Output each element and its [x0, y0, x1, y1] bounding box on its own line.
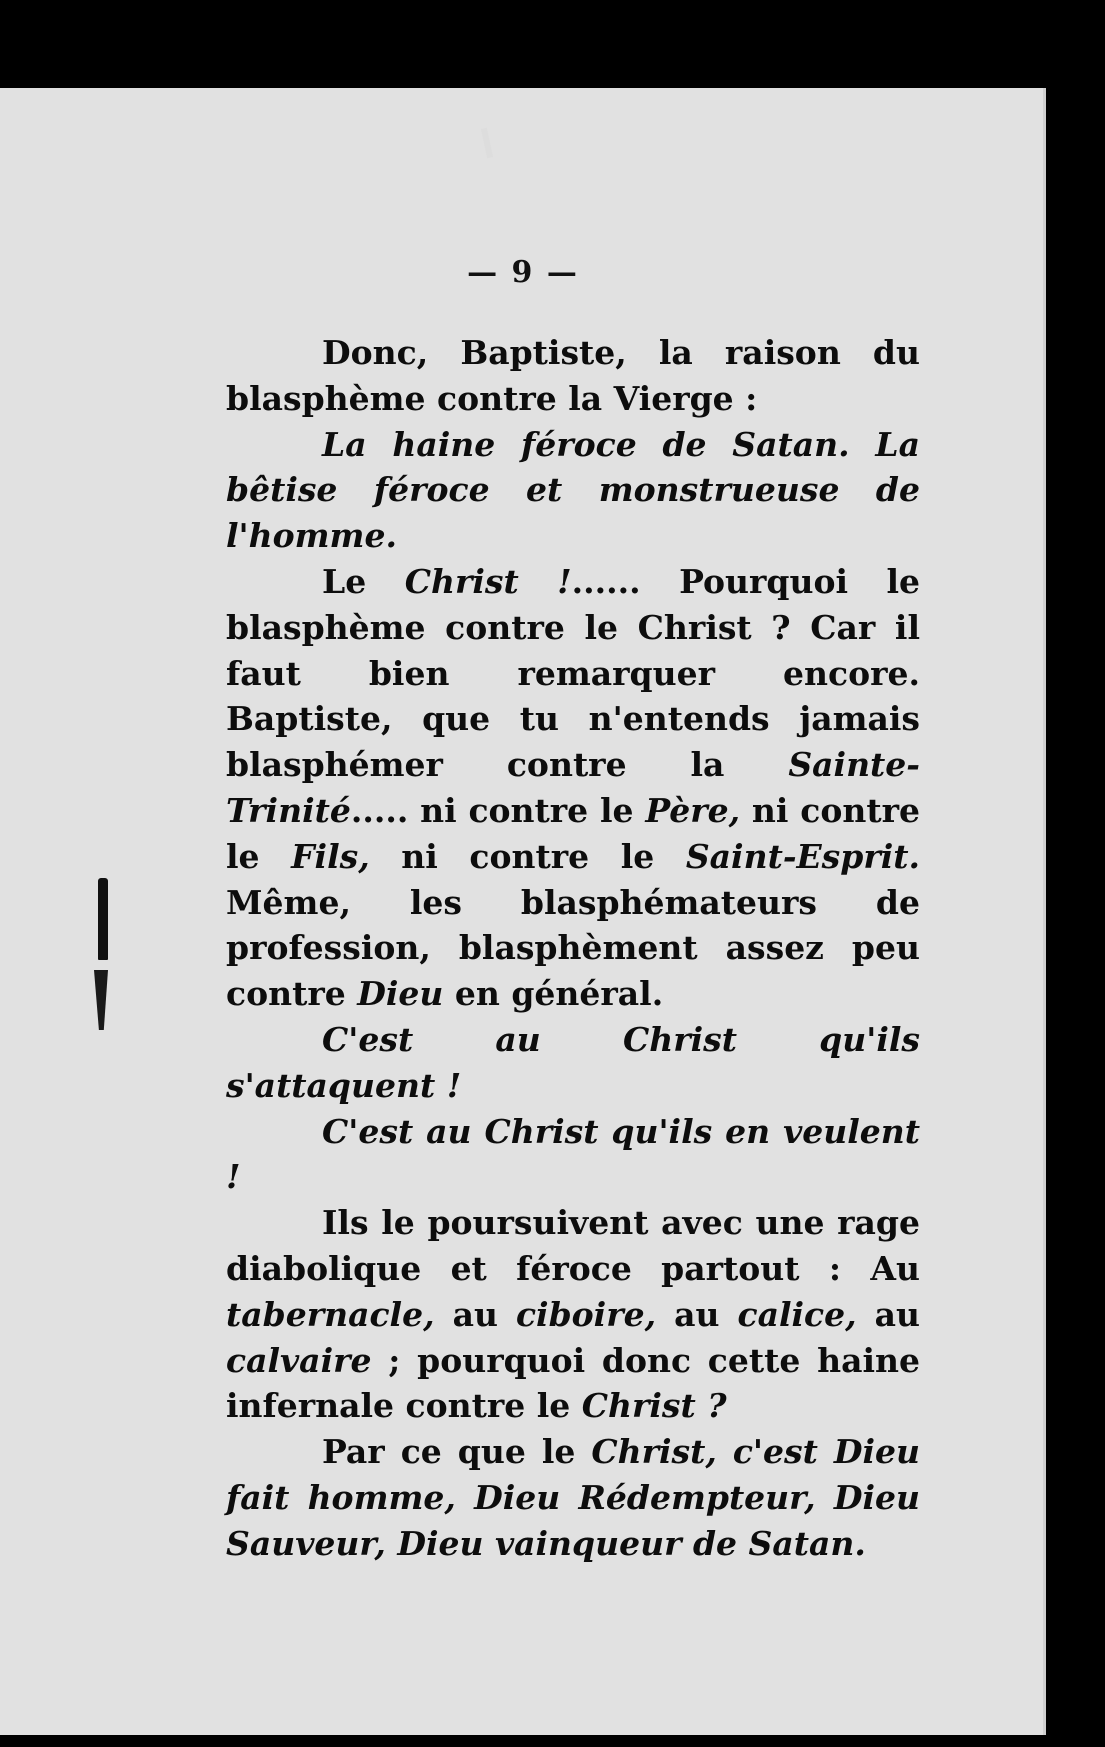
italic-text: calvaire [226, 1340, 372, 1380]
body-text [226, 330, 920, 1567]
paragraph [226, 559, 920, 1017]
italic-text: Christ ! [404, 561, 572, 601]
italic-text: Fils, [291, 836, 370, 876]
scan-scratch-mark [481, 128, 493, 159]
italic-text: Christ ? [581, 1386, 727, 1426]
text-run: Par ce que le [322, 1432, 592, 1472]
italic-text: Père, [645, 790, 741, 830]
italic-text: calice, [737, 1294, 857, 1334]
italic-text: C'est au Christ qu'ils s'attaquent ! [226, 1019, 920, 1105]
binding-mark-lower [94, 970, 108, 1030]
text-run: ni contre le [226, 790, 920, 876]
italic-text: Christ, c'est Dieu fait homme, Dieu Rédempteur, Dieu Sauveur, Dieu vainqueur de Satan. [226, 1432, 920, 1563]
text-run: ; pourquoi donc cette haine infernale contre le [226, 1340, 920, 1426]
page-number: — 9 — [467, 255, 579, 290]
text-run: Même, les blasphémateurs de profession, blasphèment assez peu contre [226, 882, 920, 1014]
binding-mark-upper [98, 878, 108, 960]
italic-text: Saint-Esprit. [685, 836, 920, 876]
text-run: ...... Pourquoi le blasphème contre le Christ ? Car il faut bien remarquer encore. Baptiste, que tu n'entends jamais blasphémer contre la [226, 561, 921, 785]
text-run: ..... ni contre le [350, 790, 646, 830]
text-run: Le [322, 561, 405, 601]
text-run: au [434, 1294, 516, 1334]
italic-text: C'est au Christ qu'ils en veulent ! [226, 1111, 920, 1197]
paragraph [226, 330, 920, 422]
paragraph [226, 1109, 920, 1201]
text-run: Donc, Baptiste, la raison du blasphème contre la Vierge : [226, 333, 920, 418]
italic-text: Sainte-Trinité [226, 745, 920, 830]
italic-text: Dieu [357, 974, 444, 1014]
text-run: ni contre le [369, 836, 686, 876]
italic-text: ciboire, [515, 1294, 657, 1334]
paragraph [226, 422, 920, 559]
italic-text: tabernacle, [226, 1294, 435, 1334]
paragraph [226, 1017, 920, 1109]
text-run: en général. [443, 974, 664, 1014]
italic-text: La haine féroce de Satan. La bêtise féroce et monstrueuse de l'homme. [226, 424, 920, 556]
paragraph [226, 1200, 920, 1429]
binding-mark [94, 878, 112, 1048]
paragraph [226, 1429, 920, 1566]
text-run: au [656, 1294, 738, 1334]
text-run: Ils le poursuivent avec une rage diabolique et féroce partout : Au [226, 1203, 920, 1288]
text-run: au [856, 1294, 921, 1334]
